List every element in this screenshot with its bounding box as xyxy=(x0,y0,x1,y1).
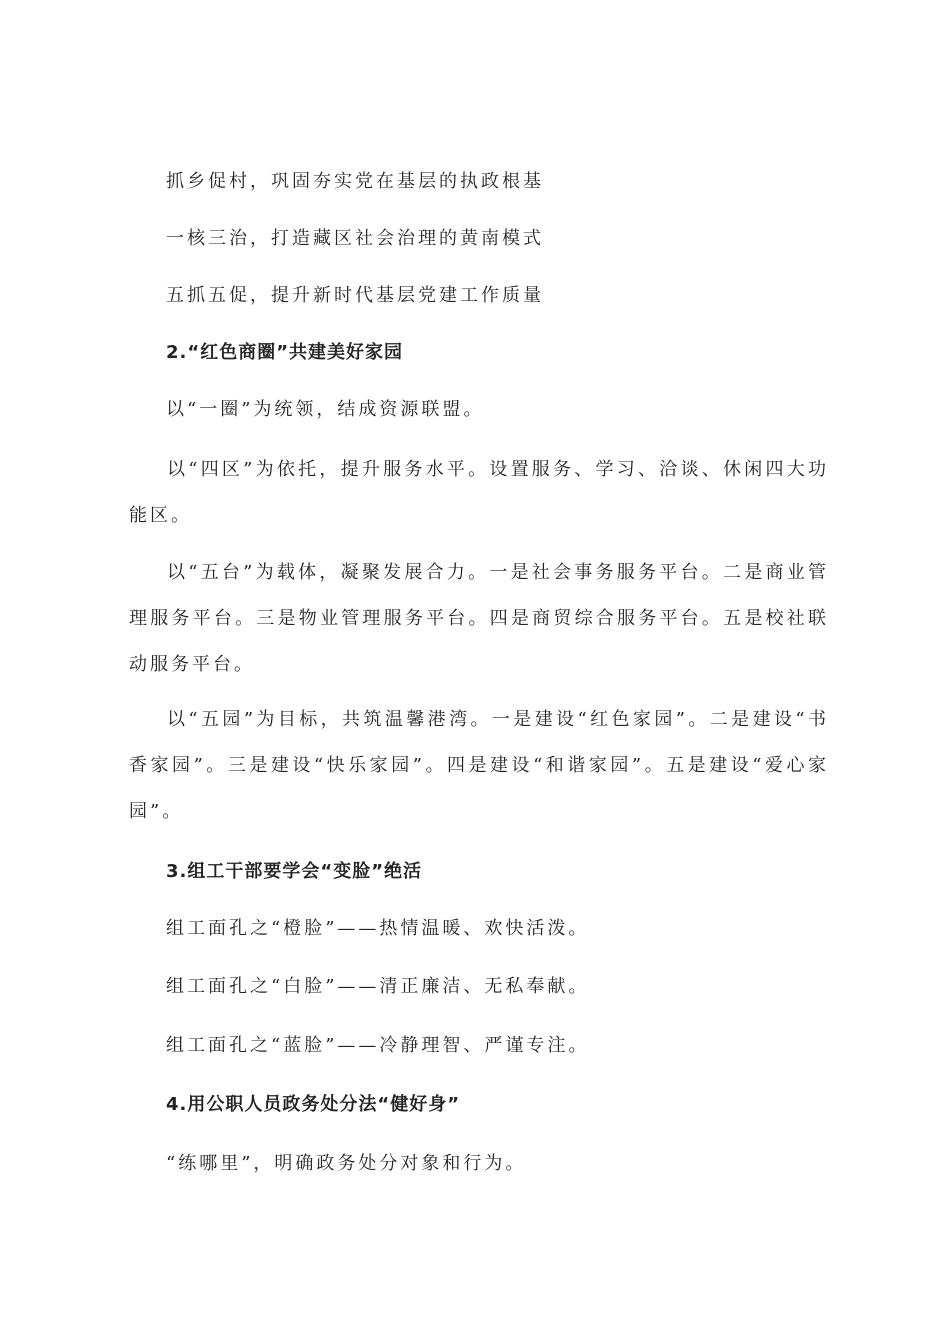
paragraph: 以“四区”为依托，提升服务水平。设置服务、学习、洽谈、休闲四大功能区。 xyxy=(129,459,829,526)
section-heading: 2.“红色商圈”共建美好家园 xyxy=(166,342,404,363)
section-heading: 4.用公职人员政务处分法“健好身” xyxy=(166,1094,461,1115)
paragraph: 以“五台”为载体，凝聚发展合力。一是社会事务服务平台。二是商业管理服务平台。三是物业管理服务平台。四是商贸综合服务平台。五是校社联动服务平台。 xyxy=(129,562,829,675)
paragraph-line: 抓乡促村，巩固夯实党在基层的执政根基 xyxy=(166,171,544,192)
paragraph-line: 一核三治，打造藏区社会治理的黄南模式 xyxy=(166,228,544,249)
paragraph-line: 五抓五促，提升新时代基层党建工作质量 xyxy=(166,285,544,306)
paragraph: 以“五园”为目标，共筑温馨港湾。一是建设“红色家园”。二是建设“书香家园”。三是建设“快乐家园”。四是建设“和谐家园”。五是建设“爱心家园”。 xyxy=(129,709,829,822)
list-item: 组工面孔之“橙脸”——热情温暖、欢快活泼。 xyxy=(166,918,590,939)
list-item: 组工面孔之“白脸”——清正廉洁、无私奉献。 xyxy=(166,976,590,997)
list-item: 组工面孔之“蓝脸”——冷静理智、严谨专注。 xyxy=(166,1035,590,1056)
section-heading: 3.组工干部要学会“变脸”绝活 xyxy=(166,861,423,882)
paragraph: 以“一圈”为统领，结成资源联盟。 xyxy=(166,399,485,420)
paragraph: “练哪里”，明确政务处分对象和行为。 xyxy=(166,1153,527,1174)
